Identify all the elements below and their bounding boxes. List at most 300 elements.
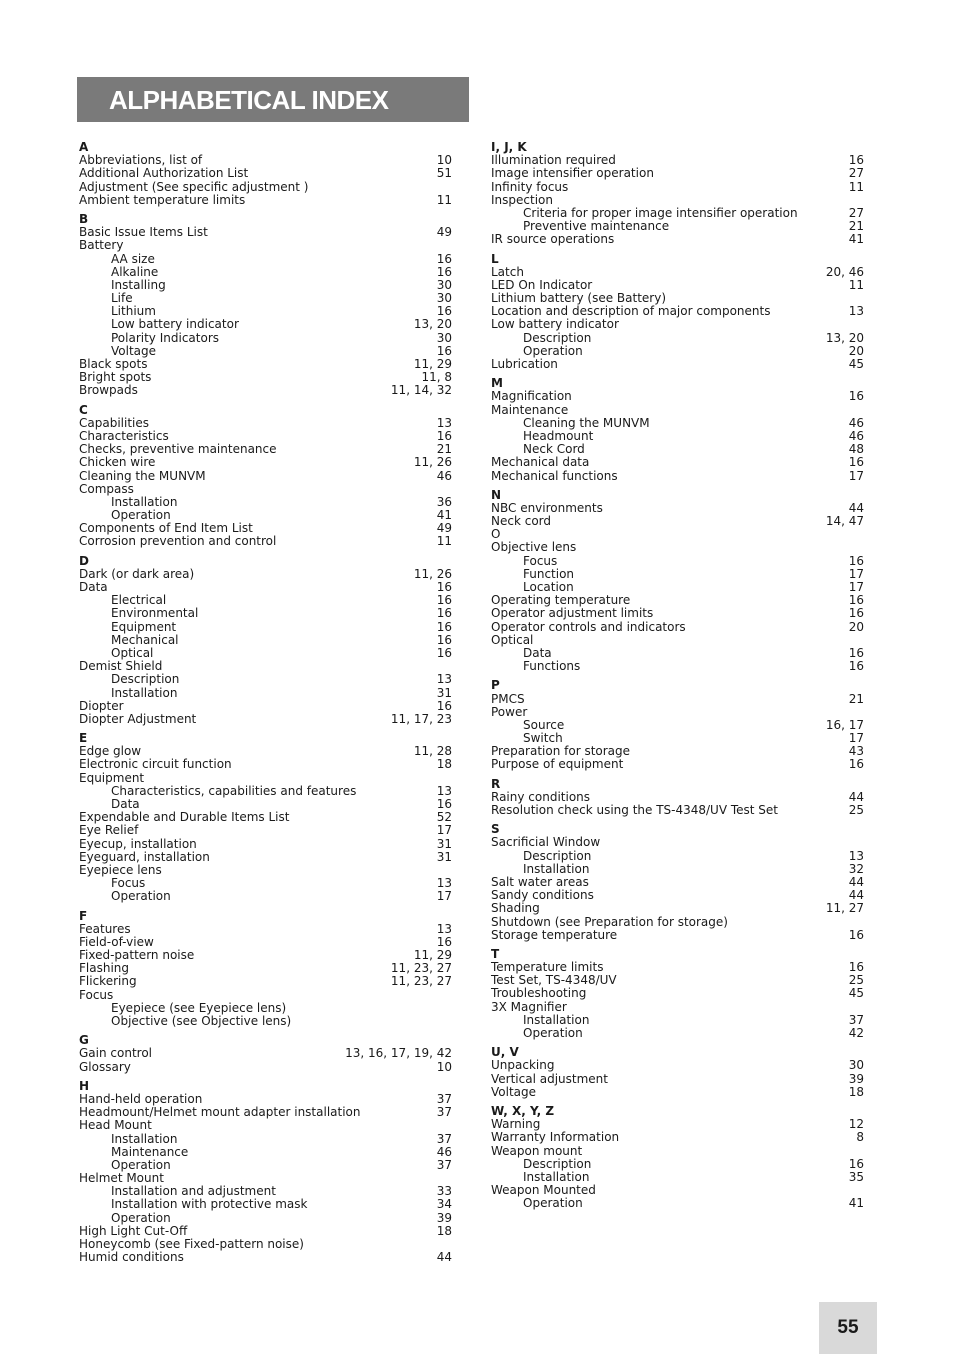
index-term: Characteristics <box>79 428 169 443</box>
page-reference: 16 <box>436 593 452 608</box>
page-reference: 11, 29 <box>413 948 452 963</box>
index-letter-heading: P <box>491 678 500 693</box>
page-reference: 33 <box>436 1184 452 1199</box>
page-reference: 46 <box>848 415 864 430</box>
index-entry <box>79 1047 452 1060</box>
page-reference: 27 <box>848 205 864 220</box>
index-term: Installing <box>111 277 166 292</box>
page-reference: 13 <box>848 848 864 863</box>
index-letter-heading: W, X, Y, Z <box>491 1103 555 1118</box>
index-term: Optical <box>111 645 154 660</box>
index-term: Description <box>523 1156 592 1171</box>
index-term: Weapon Mounted <box>491 1183 596 1198</box>
index-term: Voltage <box>111 343 157 358</box>
index-term: 3X Magnifier <box>491 999 567 1014</box>
page-reference: 8 <box>856 1130 864 1145</box>
index-term: Eyeguard, installation <box>79 849 210 864</box>
page-reference: 30 <box>848 1058 864 1073</box>
page-reference: 16 <box>436 797 452 811</box>
index-term: Objective (see Objective lens) <box>111 1014 292 1028</box>
page-reference: 16 <box>436 934 452 949</box>
page-reference: 16 <box>848 553 864 568</box>
index-term: Vertical adjustment <box>491 1071 608 1086</box>
index-term: Preparation for storage <box>491 744 631 759</box>
page-reference: 16 <box>848 1156 864 1171</box>
index-term: Infinity focus <box>491 179 569 194</box>
page-reference: 11, 14, 32 <box>390 383 452 398</box>
page-reference: 16, 17 <box>825 717 864 732</box>
index-term: Focus <box>79 987 114 1002</box>
page-reference: 16 <box>848 606 864 621</box>
index-term: Storage temperature <box>491 927 618 942</box>
page-reference: 13 <box>436 783 452 798</box>
index-letter-heading: G <box>79 1033 89 1048</box>
page-reference: 21 <box>848 219 864 234</box>
page-reference: 25 <box>848 973 864 988</box>
page-reference: 46 <box>848 428 864 443</box>
page-reference: 48 <box>848 442 864 457</box>
page-reference: 31 <box>436 685 452 700</box>
page-reference: 11 <box>436 534 452 549</box>
index-entry <box>491 358 864 371</box>
index-term: Equipment <box>111 619 177 634</box>
page-reference: 27 <box>848 166 864 181</box>
index-letter-heading: B <box>79 211 89 226</box>
index-term: Operation <box>111 1210 171 1225</box>
index-entry <box>491 470 864 483</box>
page-reference: 16 <box>848 645 864 660</box>
index-term: Characteristics, capabilities and features <box>111 783 357 798</box>
index-letter-heading: L <box>491 251 499 266</box>
index-term: Shading <box>491 901 540 916</box>
index-term: Head Mount <box>79 1118 152 1133</box>
index-term: Installation with protective mask <box>111 1197 308 1212</box>
page-reference: 11, 23, 27 <box>390 961 452 976</box>
index-subentry <box>79 890 452 903</box>
page-reference: 11 <box>848 277 864 292</box>
index-term: Ambient temperature limits <box>79 192 246 207</box>
page-reference: 31 <box>436 836 452 851</box>
index-term: O <box>491 527 501 542</box>
page-reference: 31 <box>436 849 452 864</box>
page-reference: 16 <box>436 428 452 443</box>
page-reference: 49 <box>436 225 452 240</box>
index-term: Function <box>523 566 575 581</box>
index-letter-heading: I, J, K <box>491 140 527 154</box>
index-term: Flashing <box>79 961 130 976</box>
page-reference: 11, 23, 27 <box>390 974 452 989</box>
page-reference: 45 <box>848 986 864 1001</box>
index-term: Operation <box>523 343 583 358</box>
index-term: Installation <box>523 1012 590 1027</box>
page-reference: 34 <box>436 1197 452 1212</box>
page-reference: 12 <box>848 1117 864 1132</box>
index-entry <box>79 1251 452 1264</box>
index-term: Sandy conditions <box>491 888 594 903</box>
index-term: Shutdown (see Preparation for storage) <box>491 914 728 929</box>
page-reference: 32 <box>848 861 864 876</box>
index-term: Installation <box>111 685 178 700</box>
page-reference: 16 <box>848 389 864 404</box>
page-reference: 11, 26 <box>413 566 452 581</box>
index-term: Field-of-view <box>79 934 154 949</box>
index-letter-heading: A <box>79 140 89 154</box>
index-term: Fixed-pattern noise <box>79 948 195 963</box>
page-reference: 18 <box>436 757 452 772</box>
page-reference: 16 <box>848 153 864 168</box>
index-entry <box>79 568 452 581</box>
page-reference: 11, 28 <box>413 744 452 759</box>
index-term: Flickering <box>79 974 137 989</box>
index-term: Lithium <box>111 304 156 319</box>
index-term: Resolution check using the TS-4348/UV Test Set <box>491 803 779 817</box>
index-term: Lithium battery (see Battery) <box>491 291 666 306</box>
index-term: AA size <box>111 251 155 266</box>
index-letter-heading: F <box>79 908 88 923</box>
index-term: Focus <box>111 876 146 891</box>
index-term: Weapon mount <box>491 1143 583 1158</box>
page-reference: 37 <box>848 1012 864 1027</box>
index-term: Headmount <box>523 428 594 443</box>
index-term: Edge glow <box>79 744 142 759</box>
page-reference: 17 <box>848 731 864 746</box>
index-term: Low battery indicator <box>111 317 239 332</box>
index-entry <box>491 1073 864 1086</box>
index-term: Helmet Mount <box>79 1171 164 1186</box>
page-reference: 37 <box>436 1131 452 1146</box>
page-reference: 10 <box>436 1059 452 1074</box>
index-term: Equipment <box>79 770 145 785</box>
page-reference: 25 <box>848 803 864 817</box>
index-term: Neck cord <box>491 514 551 529</box>
page-reference: 20, 46 <box>825 264 864 279</box>
page-reference: 17 <box>848 468 864 483</box>
index-term: Battery <box>79 238 124 253</box>
index-term: Basic Issue Items List <box>79 225 208 240</box>
index-entry <box>491 233 864 246</box>
index-term: Test Set, TS-4348/UV <box>491 973 617 988</box>
page-reference: 13, 20 <box>825 330 864 345</box>
index-term: Magnification <box>491 389 572 404</box>
page-reference: 49 <box>436 521 452 536</box>
index-term: Operation <box>111 508 171 523</box>
index-term: Features <box>79 921 131 936</box>
index-column-right <box>491 141 864 1210</box>
index-entry <box>79 194 452 207</box>
page-reference: 16 <box>436 343 452 358</box>
page-reference: 44 <box>848 888 864 903</box>
index-term: Latch <box>491 264 524 279</box>
index-column-left <box>79 141 452 1264</box>
index-letter-heading: C <box>79 402 88 417</box>
index-letter-heading: U, V <box>491 1045 519 1060</box>
index-term: Environmental <box>111 606 199 621</box>
index-term: Abbreviations, list of <box>79 153 203 168</box>
index-term: Objective lens <box>491 540 577 555</box>
index-entry <box>491 621 864 634</box>
page-reference: 39 <box>436 1210 452 1225</box>
page-reference: 14, 47 <box>825 514 864 529</box>
page-reference: 11, 29 <box>413 357 452 371</box>
page-reference: 11 <box>848 179 864 194</box>
index-term: Location and description of major components <box>491 304 771 319</box>
index-term: Capabilities <box>79 415 149 430</box>
page-title: ALPHABETICAL INDEX <box>109 85 389 115</box>
page-reference: 42 <box>848 1026 864 1040</box>
page-reference: 20 <box>848 343 864 358</box>
index-term: Mechanical functions <box>491 468 618 483</box>
page-reference: 16 <box>436 645 452 660</box>
index-term: Electronic circuit function <box>79 757 232 772</box>
page-reference: 16 <box>848 960 864 975</box>
index-term: Description <box>111 672 180 687</box>
page-reference: 44 <box>848 874 864 889</box>
page-reference: 13 <box>436 876 452 891</box>
page-reference: 37 <box>436 1105 452 1120</box>
index-term: Glossary <box>79 1059 131 1074</box>
index-term: Warning <box>491 1117 541 1132</box>
index-term: LED On Indicator <box>491 277 593 292</box>
index-term: Life <box>111 291 133 306</box>
index-term: Chicken wire <box>79 455 156 470</box>
index-entry <box>79 384 452 397</box>
index-entry <box>79 470 452 483</box>
index-term: Operation <box>111 889 171 904</box>
index-term: Mechanical data <box>491 455 590 470</box>
page-reference: 13 <box>436 415 452 430</box>
index-term: Salt water areas <box>491 874 589 889</box>
index-term: Operator adjustment limits <box>491 606 654 621</box>
page-reference: 20 <box>848 619 864 634</box>
index-term: Preventive maintenance <box>523 219 670 234</box>
index-term: Electrical <box>111 593 167 608</box>
index-term: Compass <box>79 481 134 496</box>
index-term: Honeycomb (see Fixed-pattern noise) <box>79 1237 304 1251</box>
page-reference: 37 <box>436 1157 452 1172</box>
page-reference: 46 <box>436 1144 452 1159</box>
index-term: Optical <box>491 632 534 647</box>
page-reference: 18 <box>436 1223 452 1238</box>
index-term: Operation <box>523 1196 583 1211</box>
index-letter-heading: T <box>491 946 500 961</box>
page-reference: 13, 16, 17, 19, 42 <box>345 1046 452 1061</box>
index-entry <box>79 1061 452 1074</box>
page-reference: 16 <box>436 580 452 594</box>
index-term: Low battery indicator <box>491 317 619 332</box>
page-reference: 21 <box>848 691 864 706</box>
index-term: NBC environments <box>491 500 603 515</box>
page-reference: 44 <box>848 500 864 515</box>
index-term: Neck Cord <box>523 442 585 457</box>
index-term: Cleaning the MUNVM <box>523 415 650 430</box>
index-entry <box>491 693 864 706</box>
page-reference: 17 <box>436 889 452 904</box>
index-letter-heading: N <box>491 487 502 502</box>
page-reference: 16 <box>848 757 864 772</box>
page-reference: 21 <box>436 442 452 457</box>
page-reference: 18 <box>848 1084 864 1099</box>
page-reference: 41 <box>436 508 452 523</box>
index-term: Components of End Item List <box>79 521 253 536</box>
index-term: Data <box>111 797 140 811</box>
index-term: Gain control <box>79 1046 153 1061</box>
index-term: Criteria for proper image intensifier operation <box>523 205 798 220</box>
index-entry <box>79 975 452 988</box>
page-number: 55 <box>819 1302 877 1354</box>
index-term: Purpose of equipment <box>491 757 624 772</box>
page-reference: 13 <box>436 672 452 687</box>
index-term: Switch <box>523 731 563 746</box>
index-term: Operation <box>111 1157 171 1172</box>
index-term: Power <box>491 704 528 719</box>
index-term: Installation <box>523 1169 590 1184</box>
index-subentry <box>79 1015 452 1028</box>
index-term: Eyepiece (see Eyepiece lens) <box>111 1000 287 1015</box>
index-term: Diopter <box>79 698 124 713</box>
page-reference: 30 <box>436 330 452 345</box>
page-reference: 51 <box>436 166 452 181</box>
index-term: Operator controls and indicators <box>491 619 686 634</box>
index-term: Data <box>79 580 108 594</box>
page-reference: 17 <box>436 823 452 838</box>
page-reference: 41 <box>848 1196 864 1211</box>
index-letter-heading: R <box>491 776 501 791</box>
page-reference: 16 <box>436 619 452 634</box>
page-reference: 16 <box>848 659 864 674</box>
index-term: Sacrificial Window <box>491 835 601 850</box>
index-title-bar <box>77 77 469 122</box>
index-term: Image intensifier operation <box>491 166 654 181</box>
index-subentry <box>491 1027 864 1040</box>
index-term: Eye Relief <box>79 823 139 838</box>
index-term: Mechanical <box>111 632 179 647</box>
page-reference: 11 <box>436 192 452 207</box>
index-term: Diopter Adjustment <box>79 711 197 726</box>
page-reference: 30 <box>436 291 452 306</box>
index-entry <box>491 889 864 902</box>
index-letter-heading: D <box>79 553 89 568</box>
index-entry <box>491 804 864 817</box>
index-term: IR source operations <box>491 232 615 247</box>
index-term: Eyecup, installation <box>79 836 197 851</box>
index-term: PMCS <box>491 691 525 706</box>
index-term: Eyepiece lens <box>79 862 162 877</box>
index-letter-heading: E <box>79 731 88 746</box>
page-reference: 44 <box>436 1250 452 1265</box>
index-subentry <box>491 660 864 673</box>
index-entry <box>79 713 452 726</box>
index-term: Operating temperature <box>491 593 631 608</box>
index-term: High Light Cut-Off <box>79 1223 188 1238</box>
page-reference: 16 <box>436 606 452 621</box>
index-term: Humid conditions <box>79 1250 184 1265</box>
index-term: Functions <box>523 659 581 674</box>
index-term: Maintenance <box>111 1144 189 1159</box>
page-reference: 39 <box>848 1071 864 1086</box>
index-term: Description <box>523 330 592 345</box>
index-term: Cleaning the MUNVM <box>79 468 206 483</box>
index-term: Polarity Indicators <box>111 330 220 345</box>
index-term: Voltage <box>491 1084 537 1099</box>
page-reference: 35 <box>848 1169 864 1184</box>
index-term: Maintenance <box>491 402 569 417</box>
page-reference: 16 <box>436 632 452 647</box>
index-subentry <box>491 1197 864 1210</box>
index-term: Temperature limits <box>491 960 604 975</box>
page-reference: 52 <box>436 810 452 825</box>
index-term: Installation and adjustment <box>111 1184 276 1199</box>
page-reference: 44 <box>848 789 864 804</box>
index-term: Corrosion prevention and control <box>79 534 277 549</box>
page-reference: 30 <box>436 277 452 292</box>
page-reference: 46 <box>436 468 452 483</box>
index-term: Demist Shield <box>79 659 163 674</box>
index-term: Dark (or dark area) <box>79 566 195 581</box>
index-term: Browpads <box>79 383 138 398</box>
index-term: Warranty Information <box>491 1130 620 1145</box>
page-reference: 36 <box>436 494 452 509</box>
index-term: Hand-held operation <box>79 1091 203 1106</box>
index-entry <box>491 515 864 528</box>
page-reference: 17 <box>848 580 864 594</box>
page-reference: 16 <box>436 698 452 713</box>
index-term: Black spots <box>79 357 148 371</box>
index-term: Source <box>523 717 565 732</box>
page-reference: 10 <box>436 153 452 168</box>
page-reference: 16 <box>436 251 452 266</box>
index-term: Adjustment (See specific adjustment ) <box>79 179 309 194</box>
index-term: Operation <box>523 1026 583 1040</box>
index-term: Troubleshooting <box>491 986 587 1001</box>
index-term: Checks, preventive maintenance <box>79 442 277 457</box>
page-reference: 11, 8 <box>421 370 452 385</box>
page-reference: 16 <box>848 593 864 608</box>
page-reference: 13 <box>848 304 864 319</box>
index-letter-heading: M <box>491 376 503 391</box>
index-term: Headmount/Helmet mount adapter installation <box>79 1105 361 1120</box>
page-reference: 37 <box>436 1091 452 1106</box>
page-reference: 11, 27 <box>825 901 864 916</box>
index-letter-heading: S <box>491 822 500 837</box>
page-reference: 13 <box>436 921 452 936</box>
index-term: Bright spots <box>79 370 152 385</box>
index-term: Data <box>523 645 552 660</box>
index-term: Focus <box>523 553 558 568</box>
page-reference: 13, 20 <box>413 317 452 332</box>
page-reference: 11, 17, 23 <box>390 711 452 726</box>
page-reference: 16 <box>436 304 452 319</box>
page-reference: 45 <box>848 357 864 371</box>
page-reference: 41 <box>848 232 864 247</box>
index-term: Installation <box>523 861 590 876</box>
index-entry <box>79 226 452 239</box>
page-reference: 11, 26 <box>413 455 452 470</box>
index-entry <box>79 535 452 548</box>
index-subentry <box>79 279 452 292</box>
index-term: Expendable and Durable Items List <box>79 810 290 825</box>
index-term: Description <box>523 848 592 863</box>
index-entry <box>491 758 864 771</box>
index-term: Unpacking <box>491 1058 555 1073</box>
index-term: Installation <box>111 494 178 509</box>
index-entry <box>491 1086 864 1099</box>
index-term: Alkaline <box>111 264 159 279</box>
index-term: Additional Authorization List <box>79 166 249 181</box>
page-reference: 16 <box>848 455 864 470</box>
page-reference: 17 <box>848 566 864 581</box>
page-reference: 43 <box>848 744 864 759</box>
page-reference: 16 <box>848 927 864 942</box>
